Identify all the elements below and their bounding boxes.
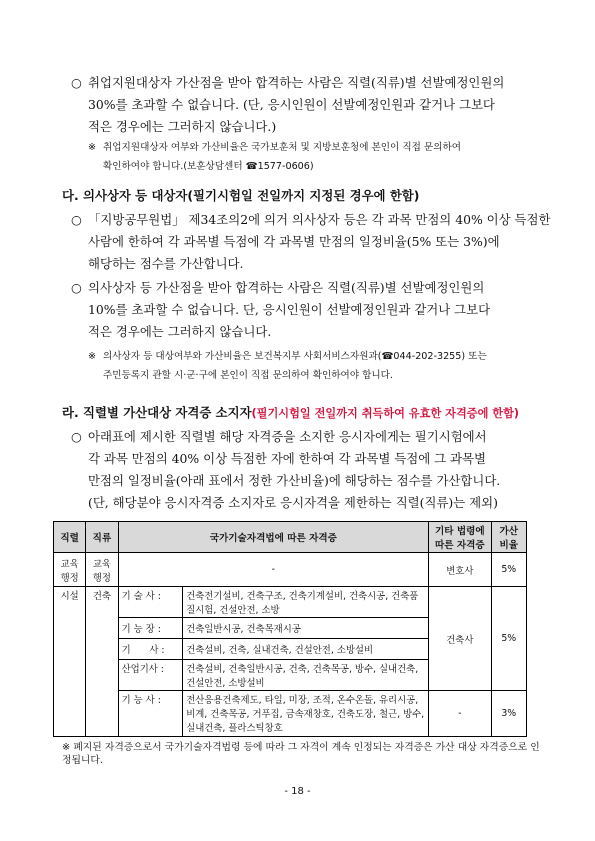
section-heading: 다. 의사상자 등 대상자(필기시험일 전일까지 지정된 경우에 한함) — [62, 188, 420, 203]
cell-series: 시설 — [54, 587, 86, 737]
page-number: - 18 - — [284, 786, 311, 797]
bullet: ○ — [71, 429, 82, 444]
cell-cert: - — [118, 553, 428, 587]
header-rate: 가산 비율 — [491, 522, 526, 553]
cell-class: 건축 — [86, 587, 118, 737]
paragraph-line: (단, 해당분야 응시자격증 소지자로 응시자격을 제한하는 직렬(직류)는 제외) — [88, 495, 498, 510]
cell-rate: 5% — [491, 587, 526, 691]
paragraph-line: 의사상자 등 가산점을 받아 합격하는 사람은 직렬(직류)별 선발예정인원의 — [88, 280, 485, 295]
paragraph-line: 적은 경우에는 그러하지 않습니다.) — [88, 119, 277, 134]
header-other: 기타 법령에 따른 자격증 — [429, 522, 492, 553]
cert-level-label: 기 능 사 : — [118, 691, 183, 737]
note-mark: ※ — [88, 351, 97, 362]
table-row — [54, 691, 527, 737]
cell-other: - — [429, 691, 492, 737]
table-row — [54, 553, 527, 587]
cell-class: 교육행정 — [86, 553, 118, 587]
bullet: ○ — [71, 280, 82, 295]
footnote-mark: ※ — [62, 742, 71, 753]
paragraph-line: 10%를 초과할 수 없습니다. 단, 응시인원이 선발예정인원과 같거나 그보다 — [88, 302, 491, 317]
cert-level-label: 기 술 사 : — [118, 587, 183, 618]
cert-level-label: 산업기사 : — [118, 660, 183, 691]
cell-rate: 3% — [491, 691, 526, 737]
table-row — [54, 587, 527, 618]
certificate-table — [53, 521, 527, 737]
cell-rate: 5% — [491, 553, 526, 587]
paragraph-line: 해당하는 점수를 가산합니다. — [88, 256, 244, 271]
note-line: 의사상자 등 대상여부와 가산비율은 보건복지부 사회서비스자원과(☎044-202-3255) 또는 — [103, 351, 487, 362]
paragraph-line: 아래표에 제시한 직렬별 해당 자격증을 소지한 응시자에게는 필기시험에서 — [88, 429, 487, 444]
cert-list: 건축설비, 건축일반시공, 건축, 건축목공, 방수, 실내건축, 건설안전, 소방설비 — [183, 660, 429, 691]
paragraph-line: 사람에 한하여 각 과목별 득점에 각 과목별 만점의 일정비율(5% 또는 3%)에 — [88, 234, 500, 249]
cell-series: 교육행정 — [54, 553, 86, 587]
paragraph-line: 30%를 초과할 수 없습니다. (단, 응시인원이 선발예정인원과 같거나 그보다 — [88, 97, 495, 112]
paragraph-line: 각 과목 만점의 40% 이상 득점한 자에 한하여 각 과목별 득점에 그 과목별 — [88, 451, 486, 466]
paragraph-line: 만점의 일정비율(아래 표에서 정한 가산비율)에 해당하는 점수를 가산합니다. — [88, 473, 501, 488]
cell-other: 변호사 — [429, 553, 492, 587]
cert-list: 전산응용건축제도, 타일, 미장, 조적, 온수온돌, 유리시공, 비계, 건축목공, 거푸집, 금속재창호, 건축도장, 철근, 방수, 실내건축, 플라스틱창호 — [183, 691, 429, 737]
cert-list: 건축설비, 건축, 실내건축, 건설안전, 소방설비 — [183, 639, 429, 660]
note-mark: ※ — [88, 142, 97, 153]
cert-list: 건축전기설비, 건축구조, 건축기계설비, 건축시공, 건축품질시험, 건설안전, 소방 — [183, 587, 429, 618]
header-series: 직렬 — [54, 522, 86, 553]
bullet: ○ — [71, 75, 82, 90]
paragraph-line: 적은 경우에는 그러하지 않습니다. — [88, 324, 272, 339]
paragraph-line: 취업지원대상자 가산점을 받아 합격하는 사람은 직렬(직류)별 선발예정인원의 — [88, 75, 505, 90]
cert-level-label: 기 사 : — [118, 639, 183, 660]
note-line: 취업지원대상자 여부와 가산비율은 국가보훈처 및 지방보훈청에 본인이 직접 문의하여 — [103, 142, 462, 153]
footnote-text: 폐지된 자격증으로서 국가기술자격법령 등에 따라 그 자격이 계속 인정되는 자격증은 가산 대상 자격증으로 인정됩니다. — [62, 742, 540, 766]
section-heading — [62, 403, 519, 421]
note-line: 주민등록지 관할 시·군·구에 본인이 직접 문의하여 확인하여야 합니다. — [103, 370, 393, 381]
bullet: ○ — [71, 212, 82, 227]
paragraph-line: 「지방공무원법」 제34조의2에 의거 의사상자 등은 각 과목 만점의 40% 이상 득점한 — [88, 212, 551, 227]
note-line: 확인하여야 합니다.(보훈상담센터 ☎1577-0606) — [103, 161, 314, 172]
cert-list: 건축일반시공, 건축목재시공 — [183, 618, 429, 639]
header-cert: 국가기술자격법에 따른 자격증 — [118, 522, 428, 553]
header-class: 직류 — [86, 522, 118, 553]
table-header-row — [54, 522, 527, 553]
section-heading-qualifier: (필기시험일 전일까지 취득하여 유효한 자격증에 한함) — [251, 407, 520, 420]
section-heading-main: 라. 직렬별 가산대상 자격증 소지자 — [62, 405, 252, 420]
footnote — [62, 741, 542, 767]
cert-level-label: 기 능 장 : — [118, 618, 183, 639]
cell-other: 건축사 — [429, 587, 492, 691]
